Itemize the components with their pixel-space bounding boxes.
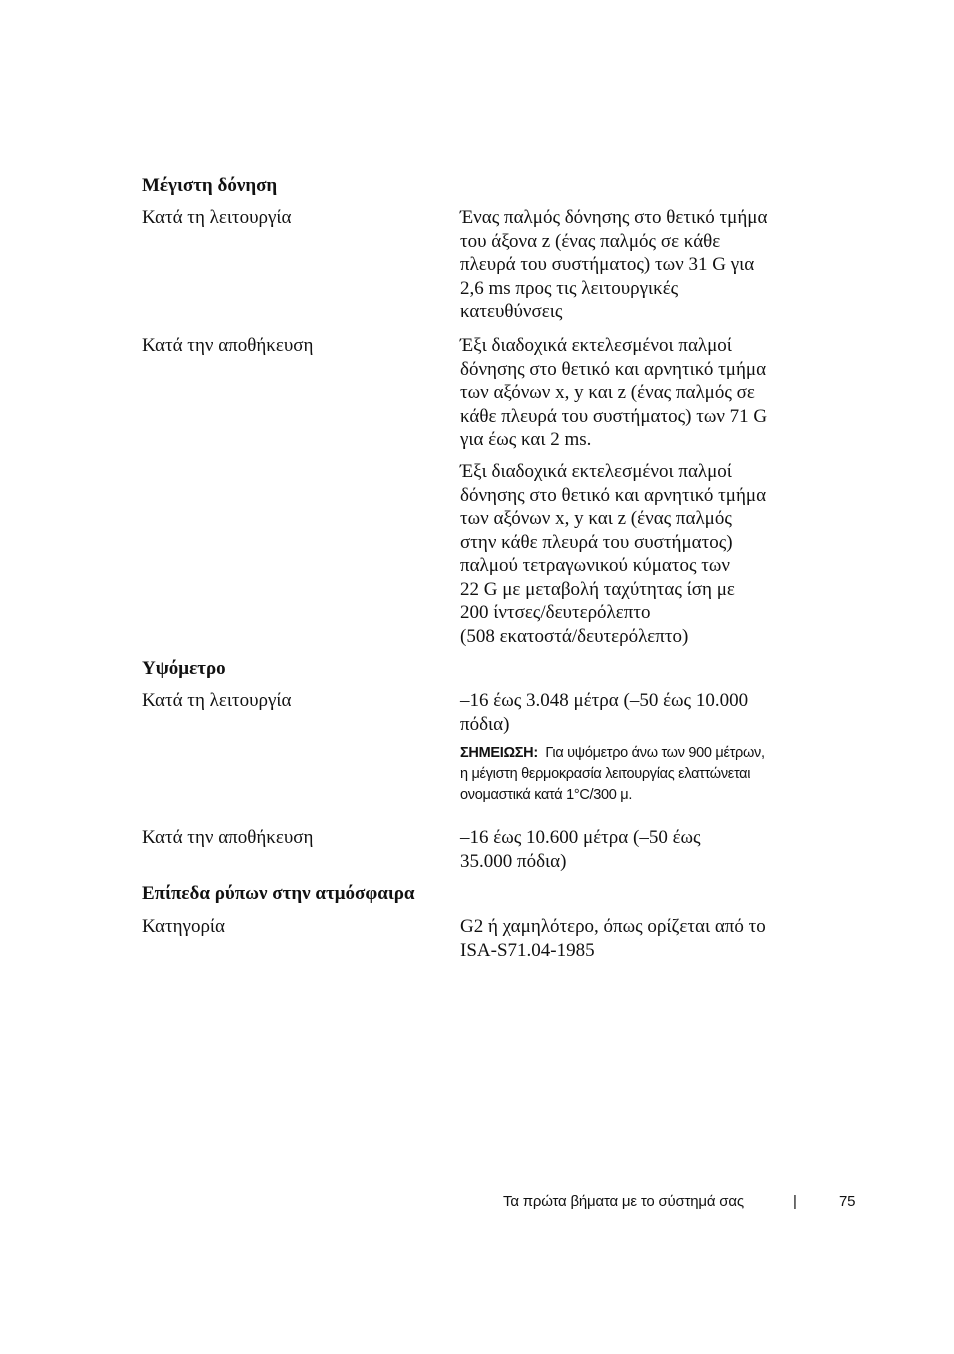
- text-line: ISA-S71.04-1985: [460, 939, 595, 961]
- contaminants-class-label: Κατηγορία: [142, 916, 225, 937]
- text-line: Έξι διαδοχικά εκτελεσμένοι παλμοί: [460, 335, 732, 356]
- text-line: Έξι διαδοχικά εκτελεσμένοι παλμοί: [460, 461, 732, 482]
- contaminants-class-value: [460, 915, 840, 962]
- text-line: των αξόνων x, y και z (ένας παλμός: [460, 508, 732, 529]
- altitude-storage-value: [460, 826, 840, 873]
- text-line: πλευρά του συστήματος) των 31 G για: [460, 254, 755, 275]
- text-line: δόνησης στο θετικό και αρνητικό τμήμα: [460, 484, 767, 506]
- altitude-operating-label: Κατά τη λειτουργία: [142, 690, 292, 711]
- note-label: ΣΗΜΕΙΩΣΗ:: [460, 745, 538, 761]
- vibration-storage-label: Κατά την αποθήκευση: [142, 335, 314, 356]
- vibration-storage-value-1: [460, 334, 840, 452]
- page-number: 75: [839, 1193, 856, 1210]
- note-text: Για υψόμετρο άνω των 900 μέτρων,: [545, 745, 765, 761]
- text-line: G2 ή χαμηλότερο, όπως ορίζεται από το: [460, 916, 766, 937]
- text-line: κάθε πλευρά του συστήματος) των 71 G: [460, 405, 768, 427]
- text-line: –16 έως 10.600 μέτρα (–50 έως: [460, 827, 701, 848]
- note-text-line: η μέγιστη θερμοκρασία λειτουργίας ελαττώνεται: [460, 766, 751, 782]
- text-line: 35.000 πόδια): [460, 850, 567, 872]
- text-line: για έως και 2 ms.: [460, 429, 592, 450]
- section-heading-altitude: Υψόμετρο: [142, 658, 226, 679]
- text-line: Ένας παλμός δόνησης στο θετικό τμήμα: [460, 207, 768, 228]
- vibration-storage-value-2: [460, 460, 840, 648]
- vibration-operating-label: Κατά τη λειτουργία: [142, 207, 292, 228]
- section-heading-vibration: Μέγιστη δόνηση: [142, 175, 278, 196]
- text-line: πόδια): [460, 713, 510, 735]
- section-heading-contaminants: Επίπεδα ρύπων στην ατμόσφαιρα: [142, 883, 415, 904]
- text-line: δόνησης στο θετικό και αρνητικό τμήμα: [460, 358, 767, 380]
- text-line: 22 G με μεταβολή ταχύτητας ίση με: [460, 578, 735, 600]
- text-line: των αξόνων x, y και z (ένας παλμός σε: [460, 382, 755, 403]
- altitude-note: [460, 743, 840, 806]
- text-line: 2,6 ms προς τις λειτουργικές: [460, 277, 679, 299]
- text-line: (508 εκατοστά/δευτερόλεπτο): [460, 625, 689, 647]
- footer-separator: |: [793, 1193, 797, 1210]
- text-line: στην κάθε πλευρά του συστήματος): [460, 531, 733, 553]
- footer-title: Τα πρώτα βήματα με το σύστημά σας: [503, 1193, 744, 1210]
- text-line: του άξονα z (ένας παλμός σε κάθε: [460, 230, 721, 252]
- note-first-line: [460, 743, 840, 764]
- altitude-operating-value: [460, 689, 840, 736]
- text-line: κατευθύνσεις: [460, 301, 563, 322]
- vibration-operating-value: [460, 206, 840, 324]
- text-line: 200 ίντσες/δευτερόλεπτο: [460, 602, 651, 623]
- text-line: –16 έως 3.048 μέτρα (–50 έως 10.000: [460, 690, 749, 711]
- altitude-storage-label: Κατά την αποθήκευση: [142, 827, 314, 848]
- note-text-line: ονομαστικά κατά 1°C/300 μ.: [460, 787, 633, 803]
- text-line: παλμού τετραγωνικού κύματος των: [460, 555, 730, 576]
